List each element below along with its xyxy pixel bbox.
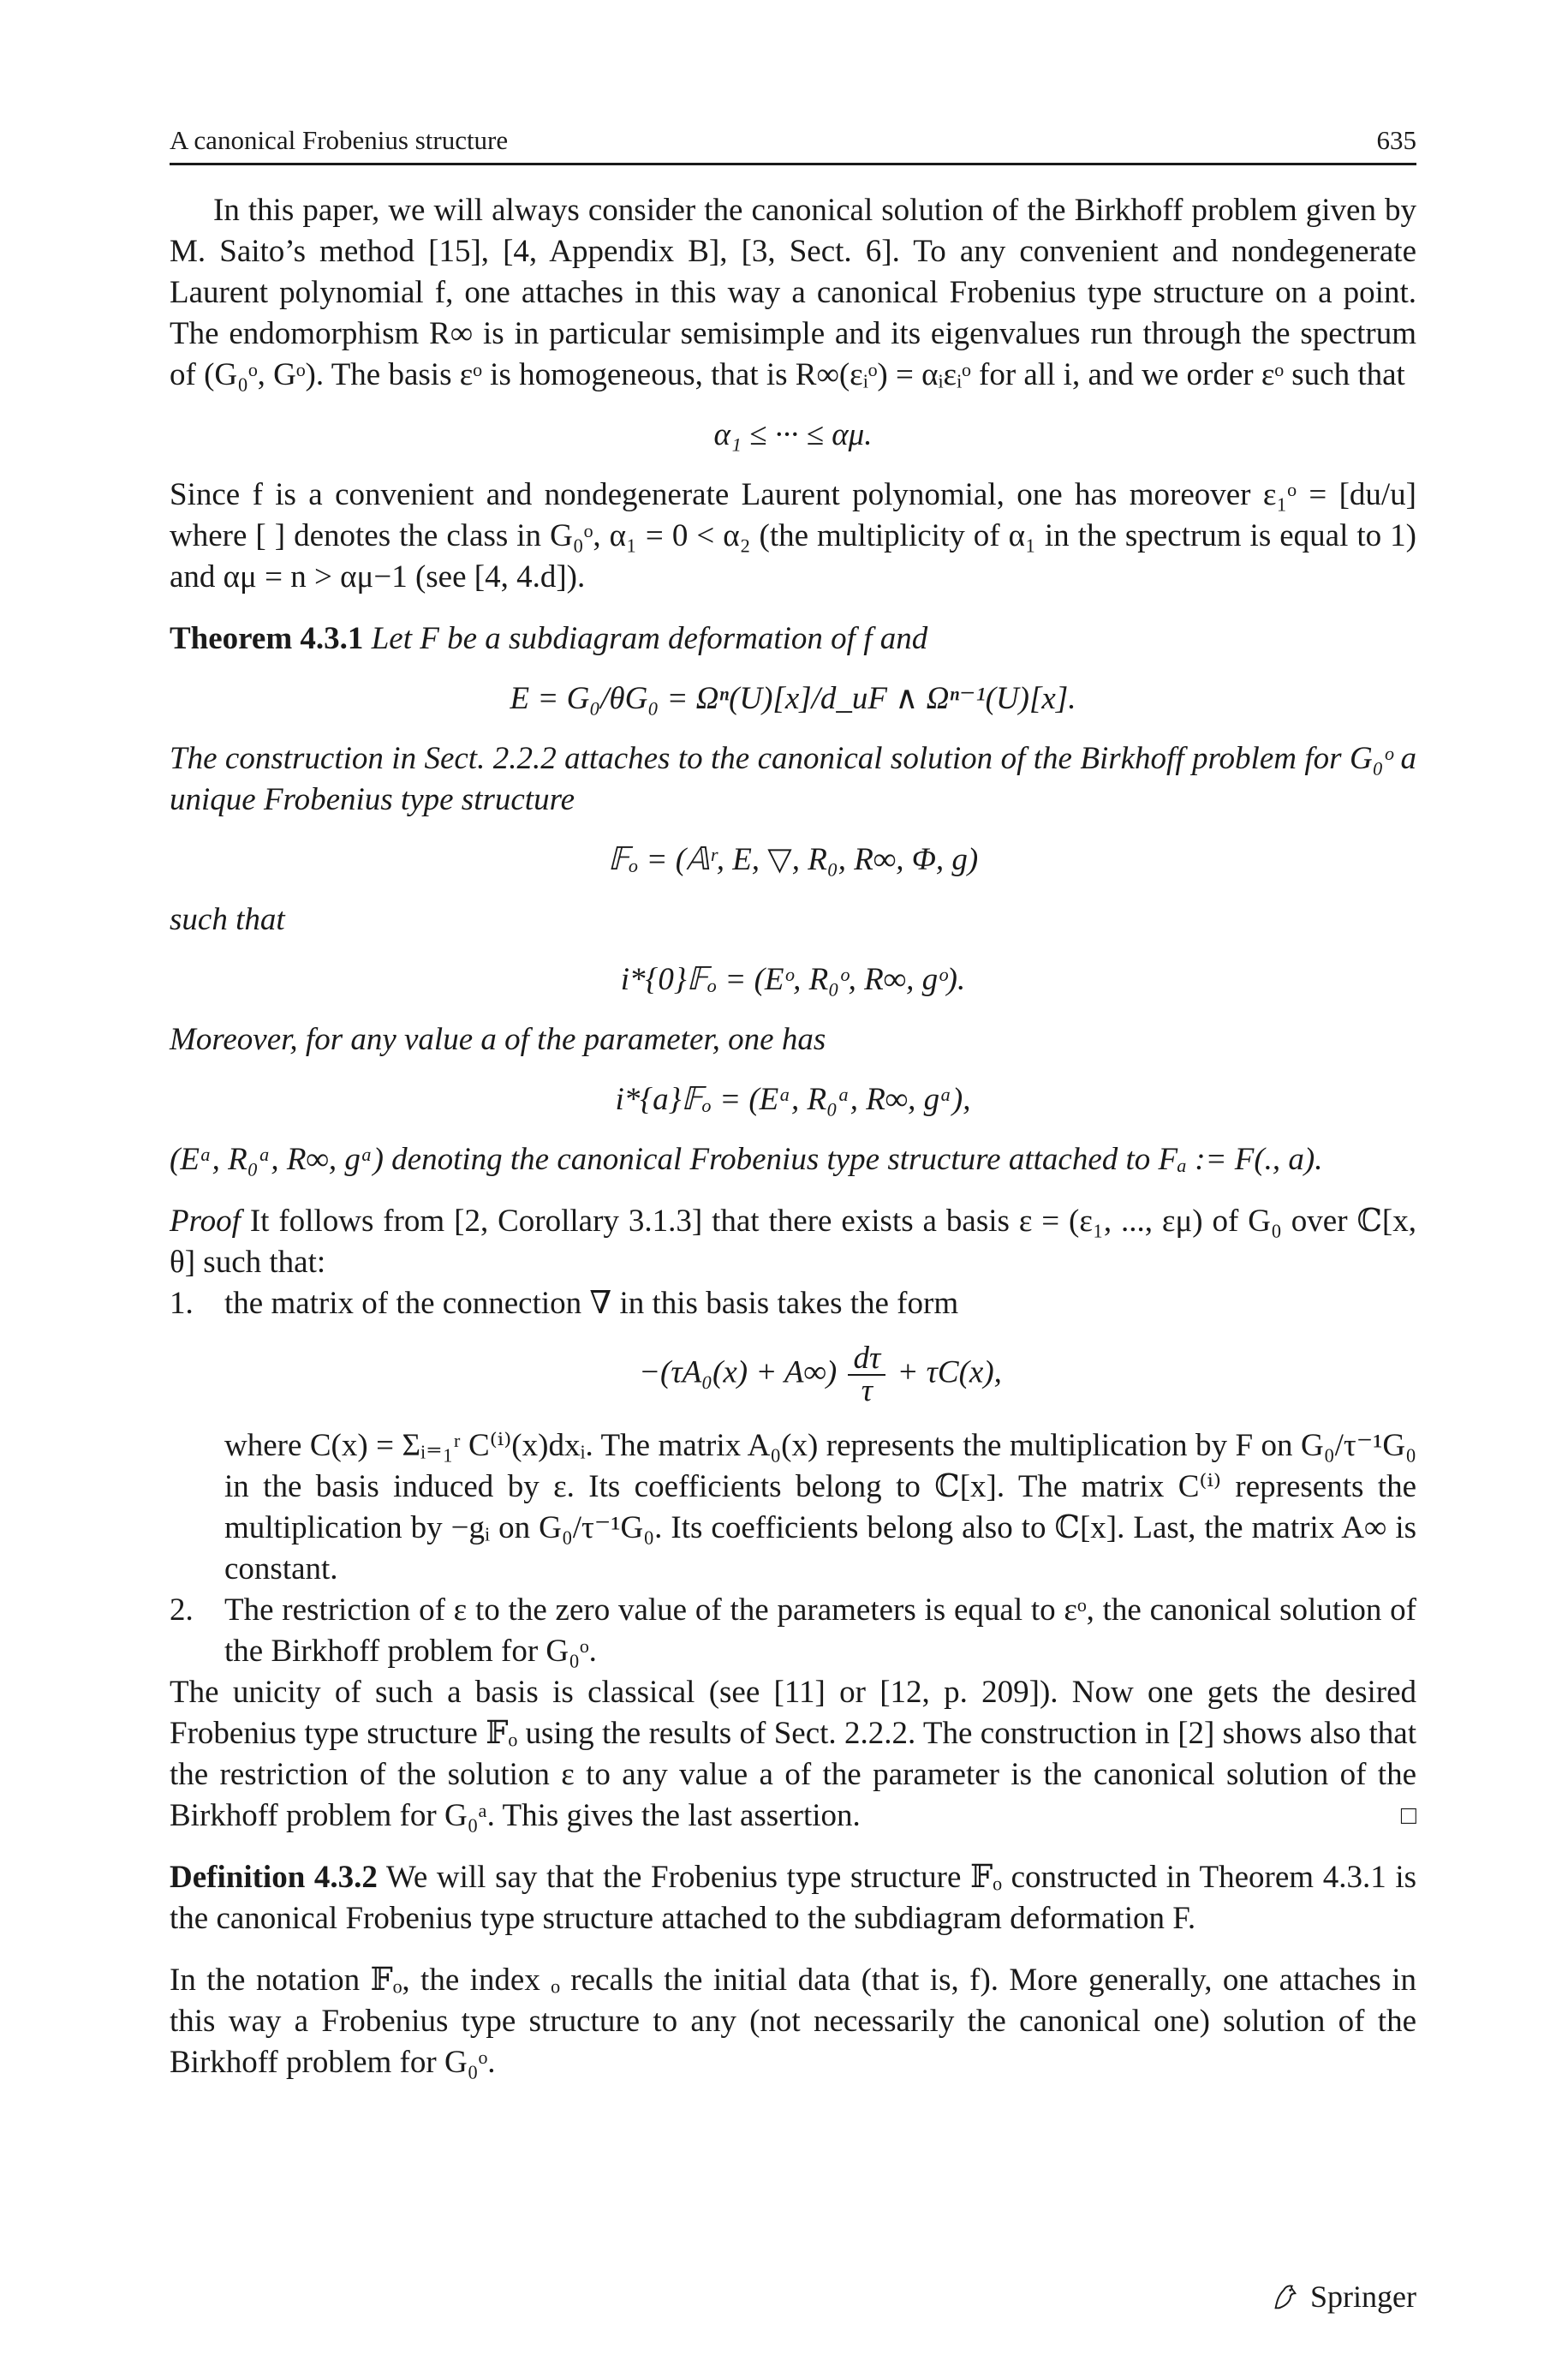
item-text: the matrix of the connection ∇ in this basis takes the form <box>224 1286 959 1321</box>
eq-right: + τC(x), <box>897 1354 1002 1390</box>
proof-closing <box>170 1672 1416 1837</box>
eq-left: −(τA₀(x) + A∞) <box>639 1354 838 1390</box>
equation-E: E = G₀/θG₀ = Ωⁿ(U)[x]/d_uF ∧ Ωⁿ⁻¹(U)[x]. <box>510 681 1076 716</box>
item-text: The restriction of ε to the zero value of the parameters is equal to εᵒ, the canonical solution of the Birkhoff problem for G₀ᵒ. <box>224 1592 1416 1669</box>
proof-block <box>170 1201 1416 1283</box>
paragraph-since: Since f is a convenient and nondegenerate Laurent polynomial, one has moreover ε₁ᵒ = [du/u] where [ ] denotes the class in G₀ᵒ, α₁ = 0 < α₂ (the multiplicity of α₁ in the spectrum is equal to 1) and αμ = n > αμ−1 (see [4, 4.d]). <box>170 477 1416 594</box>
fraction <box>848 1343 885 1407</box>
theorem-label: Theorem 4.3.1 <box>170 621 364 656</box>
proof-intro: It follows from [2, Corollary 3.1.3] that there exists a basis ε = (ε₁, ..., εμ) of G₀ over ℂ[x, θ] such that: <box>170 1204 1416 1280</box>
theorem-such-that: such that <box>170 902 285 937</box>
theorem-text-denoting: (Eᵃ, R₀ᵃ, R∞, gᵃ) denoting the canonical Frobenius type structure attached to Fₐ := F(., a). <box>170 1142 1323 1177</box>
item-number: 2. <box>170 1592 194 1628</box>
theorem-text-moreover: Moreover, for any value a of the parameter, one has <box>170 1022 826 1057</box>
equation-alpha-order: α₁ ≤ ··· ≤ αμ. <box>713 417 873 452</box>
equation-connection <box>224 1343 1416 1407</box>
proof-closing-text: The unicity of such a basis is classical (see [11] or [12, p. 209]). Now one gets the desired Frobenius type structure 𝔽ₒ using the results of Sect. 2.2.2. The construction in [2] shows also that the restriction of the solution ε to any value a of the parameter is the canonical solution of the Birkhoff problem for G₀ᵃ. This gives the last assertion. <box>170 1675 1416 1833</box>
theorem-text-construction: The construction in Sect. 2.2.2 attaches to the canonical solution of the Birkhoff problem for G₀ᵒ a unique Frobenius type structure <box>170 741 1416 817</box>
definition-text: We will say that the Frobenius type structure 𝔽ₒ constructed in Theorem 4.3.1 is the canonical Frobenius type structure attached to the subdiagram deformation F. <box>170 1860 1417 1936</box>
running-head <box>170 118 1416 156</box>
proof-item-1 <box>170 1283 1416 1590</box>
theorem-intro: Let F be a subdiagram deformation of f and <box>371 621 928 656</box>
qed-symbol: □ <box>1400 1801 1416 1830</box>
paragraph-notation: In the notation 𝔽ₒ, the index ₒ recalls the initial data (that is, f). More generally, one attaches in this way a Frobenius type structure to any (not necessarily the canonical one) solution of the Birkhoff problem for G₀ᵒ. <box>170 1963 1416 2080</box>
proof-item-2 <box>170 1590 1416 1672</box>
springer-horse-icon <box>1269 2280 1302 2313</box>
equation-i0: i*{0}𝔽ₒ = (Eᵒ, R₀ᵒ, R∞, gᵒ). <box>620 962 966 997</box>
header-rule <box>170 163 1416 165</box>
main-content <box>170 190 1416 2083</box>
definition-block <box>170 1857 1416 1939</box>
publisher-name: Springer <box>1310 2279 1416 2314</box>
running-title: A canonical Frobenius structure <box>170 125 509 155</box>
definition-label: Definition 4.3.2 <box>170 1860 378 1895</box>
fraction-numerator: dτ <box>848 1343 885 1376</box>
footer <box>1269 2279 1416 2315</box>
proof-label: Proof <box>170 1204 241 1239</box>
theorem-block <box>170 618 1416 660</box>
item-number: 1. <box>170 1286 194 1321</box>
equation-F: 𝔽ₒ = (𝔸ʳ, E, ▽, R₀, R∞, Φ, g) <box>607 842 979 877</box>
item-text-where: where C(x) = Σᵢ₌₁ʳ C⁽ⁱ⁾(x)dxᵢ. The matrix A₀(x) represents the multiplication by F on G₀/τ⁻¹G₀ in the basis induced by ε. Its coefficients belong to ℂ[x]. The matrix C⁽ⁱ⁾ represents the multiplication by −gᵢ on G₀/τ⁻¹G₀. Its coefficients belong also to ℂ[x]. Last, the matrix A∞ is constant. <box>224 1428 1416 1586</box>
page-number: 635 <box>1376 125 1416 155</box>
fraction-denominator: τ <box>861 1373 873 1408</box>
equation-ia: i*{a}𝔽ₒ = (Eᵃ, R₀ᵃ, R∞, gᵃ), <box>615 1082 971 1117</box>
paragraph-intro: In this paper, we will always consider the canonical solution of the Birkhoff problem given by M. Saito’s method [15], [4, Appendix B], [3, Sect. 6]. To any convenient and nondegenerate Laurent polynomial f, one attaches in this way a canonical Frobenius type structure on a point. The endomorphism R∞ is in particular semisimple and its eigenvalues run through the spectrum of (G₀ᵒ, Gᵒ). The basis εᵒ is homogeneous, that is R∞(εᵢᵒ) = αᵢεᵢᵒ for all i, and we order εᵒ such that <box>170 193 1416 392</box>
